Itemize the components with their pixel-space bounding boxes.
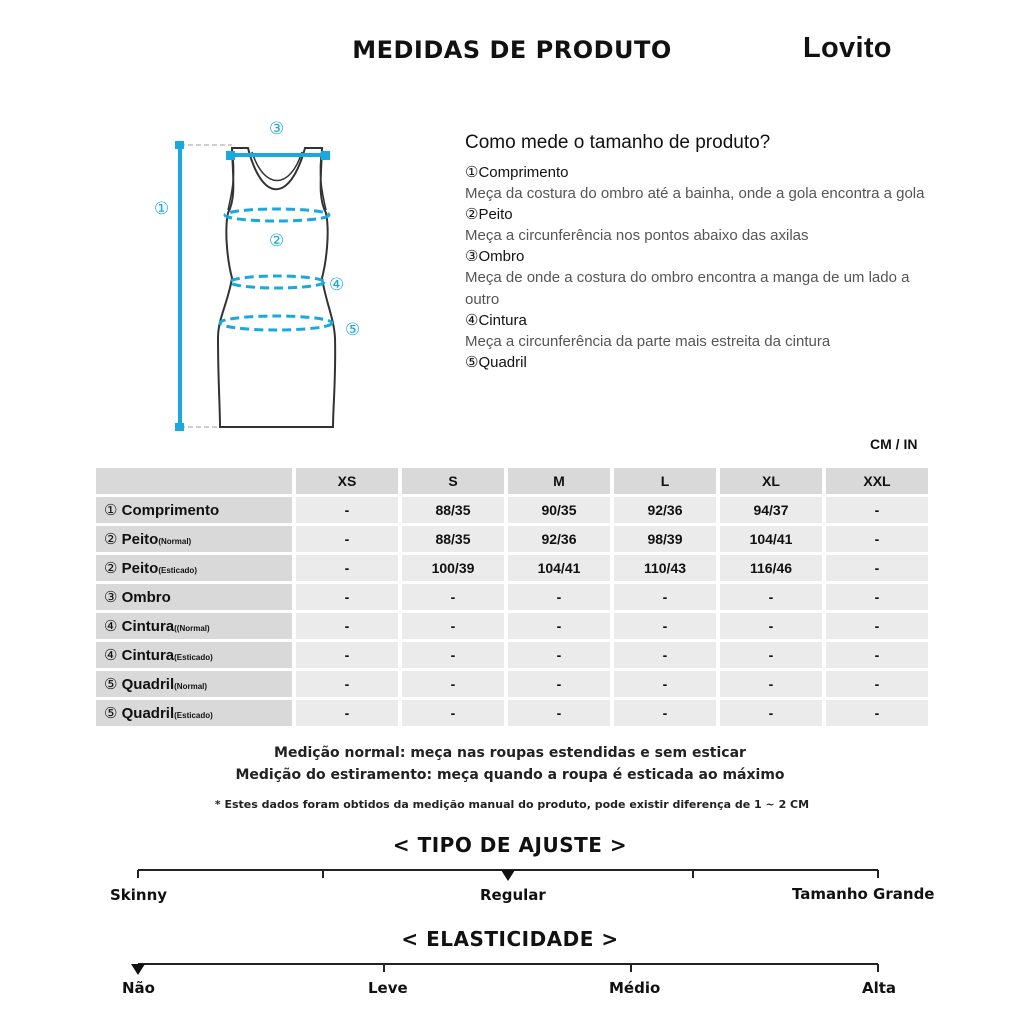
table-cell: 92/36 bbox=[508, 526, 610, 552]
table-cell: 88/35 bbox=[402, 497, 504, 523]
row-number: ② bbox=[104, 531, 118, 548]
table-cell: - bbox=[296, 642, 398, 668]
measurement-guide bbox=[465, 132, 925, 373]
table-cell: - bbox=[826, 497, 928, 523]
elasticity-scale bbox=[130, 954, 890, 984]
guide-desc-waist: Meça a circunferência da parte mais estreita da cintura bbox=[465, 333, 831, 350]
marker-length: ① bbox=[154, 199, 170, 219]
table-cell: - bbox=[826, 584, 928, 610]
table-corner bbox=[96, 468, 292, 494]
table-cell: 98/39 bbox=[614, 526, 716, 552]
row-label-qualifier: (Normal) bbox=[158, 537, 192, 546]
guide-desc-chest: Meça a circunferência nos pontos abaixo das axilas bbox=[465, 227, 809, 244]
table-cell: - bbox=[720, 584, 822, 610]
table-row bbox=[96, 555, 928, 581]
elasticity-label-nao: Não bbox=[122, 979, 155, 997]
fit-label-regular: Regular bbox=[480, 886, 546, 904]
fit-title: < TIPO DE AJUSTE > bbox=[392, 833, 628, 857]
row-label bbox=[96, 497, 292, 523]
note-stretch: Medição do estiramento: meça quando a roupa é esticada ao máximo bbox=[235, 767, 785, 783]
table-cell: - bbox=[508, 584, 610, 610]
note-normal: Medição normal: meça nas roupas estendidas e sem esticar bbox=[274, 745, 746, 761]
marker-chest: ② bbox=[269, 231, 285, 251]
table-row bbox=[96, 584, 928, 610]
table-cell: - bbox=[296, 555, 398, 581]
table-cell: 88/35 bbox=[402, 526, 504, 552]
guide-heading-waist: ④Cintura bbox=[465, 312, 527, 329]
table-row bbox=[96, 497, 928, 523]
row-label-qualifier: (Esticado) bbox=[174, 653, 213, 662]
table-cell: - bbox=[508, 700, 610, 726]
row-number: ② bbox=[104, 560, 118, 577]
table-cell: - bbox=[296, 700, 398, 726]
table-cell: - bbox=[614, 671, 716, 697]
row-label bbox=[96, 613, 292, 639]
table-row bbox=[96, 526, 928, 552]
elasticity-label-alta: Alta bbox=[862, 979, 897, 997]
elasticity-selected-marker bbox=[131, 964, 145, 975]
table-cell: - bbox=[508, 671, 610, 697]
table-cell: - bbox=[508, 642, 610, 668]
disclaimer: * Estes dados foram obtidos da medição manual do produto, pode existir diferença de 1 ~ 2 CM bbox=[214, 798, 810, 811]
table-cell: - bbox=[826, 613, 928, 639]
table-row bbox=[96, 671, 928, 697]
table-cell: 92/36 bbox=[614, 497, 716, 523]
table-cell: 116/46 bbox=[720, 555, 822, 581]
table-row bbox=[96, 642, 928, 668]
fit-label-skinny: Skinny bbox=[110, 886, 168, 904]
row-label-text: Quadril bbox=[121, 676, 175, 693]
guide-heading-hip: ⑤Quadril bbox=[465, 354, 527, 371]
table-cell: - bbox=[720, 642, 822, 668]
row-number: ⑤ bbox=[104, 676, 118, 693]
row-label bbox=[96, 526, 292, 552]
guide-desc-length: Meça da costura do ombro até a bainha, onde a gola encontra a gola bbox=[465, 185, 925, 202]
table-cell: - bbox=[720, 700, 822, 726]
size-header-l: L bbox=[614, 468, 716, 494]
table-cell: - bbox=[826, 671, 928, 697]
row-label-text: Cintura bbox=[121, 618, 175, 635]
size-header-s: S bbox=[402, 468, 504, 494]
brand-logo: Lovito bbox=[803, 32, 892, 64]
table-cell: - bbox=[826, 526, 928, 552]
elasticity-title: < ELASTICIDADE > bbox=[401, 927, 619, 951]
size-header-xl: XL bbox=[720, 468, 822, 494]
table-cell: 104/41 bbox=[720, 526, 822, 552]
table-cell: - bbox=[614, 700, 716, 726]
row-label bbox=[96, 555, 292, 581]
table-cell: - bbox=[826, 642, 928, 668]
table-row bbox=[96, 613, 928, 639]
row-label bbox=[96, 642, 292, 668]
table-cell: - bbox=[402, 671, 504, 697]
table-cell: 94/37 bbox=[720, 497, 822, 523]
guide-heading-shoulder: ③Ombro bbox=[465, 248, 525, 265]
guide-heading-chest: ②Peito bbox=[465, 206, 513, 223]
marker-hip: ⑤ bbox=[345, 320, 361, 340]
row-label-text: Cintura bbox=[121, 647, 175, 664]
elasticity-label-leve: Leve bbox=[368, 979, 408, 997]
row-label-qualifier: (Esticado) bbox=[174, 711, 213, 720]
table-header-row bbox=[96, 468, 928, 494]
row-label-qualifier: (Esticado) bbox=[158, 566, 197, 575]
row-label-text: Peito bbox=[121, 531, 159, 548]
row-number: ③ bbox=[104, 589, 118, 606]
elasticity-label-medio: Médio bbox=[609, 979, 661, 997]
table-cell: - bbox=[720, 613, 822, 639]
table-cell: - bbox=[402, 613, 504, 639]
row-number: ④ bbox=[104, 647, 118, 664]
table-cell: - bbox=[296, 671, 398, 697]
table-cell: - bbox=[402, 584, 504, 610]
page-title: MEDIDAS DE PRODUTO bbox=[352, 36, 672, 64]
row-label-text: Quadril bbox=[121, 705, 175, 722]
row-label-qualifier: (Normal) bbox=[174, 682, 208, 691]
row-label-text: Ombro bbox=[121, 589, 171, 606]
size-header-xxl: XXL bbox=[826, 468, 928, 494]
table-cell: - bbox=[614, 642, 716, 668]
table-row bbox=[96, 700, 928, 726]
size-table bbox=[92, 465, 932, 729]
table-cell: - bbox=[296, 613, 398, 639]
row-number: ① bbox=[104, 502, 118, 519]
table-cell: 110/43 bbox=[614, 555, 716, 581]
table-cell: 90/35 bbox=[508, 497, 610, 523]
table-cell: - bbox=[720, 671, 822, 697]
guide-heading-length: ①Comprimento bbox=[465, 164, 569, 181]
table-cell: 104/41 bbox=[508, 555, 610, 581]
table-cell: 100/39 bbox=[402, 555, 504, 581]
table-cell: - bbox=[508, 613, 610, 639]
marker-shoulder: ③ bbox=[269, 119, 285, 139]
guide-desc-shoulder: Meça de onde a costura do ombro encontra a manga de um lado a outro bbox=[465, 269, 910, 308]
marker-waist: ④ bbox=[329, 275, 345, 295]
row-label bbox=[96, 671, 292, 697]
table-cell: - bbox=[296, 584, 398, 610]
row-number: ④ bbox=[104, 618, 118, 635]
table-cell: - bbox=[296, 497, 398, 523]
guide-question: Como mede o tamanho de produto? bbox=[465, 132, 771, 153]
table-cell: - bbox=[826, 700, 928, 726]
row-label-text: Comprimento bbox=[121, 502, 220, 519]
table-cell: - bbox=[614, 613, 716, 639]
table-cell: - bbox=[402, 700, 504, 726]
row-number: ⑤ bbox=[104, 705, 118, 722]
unit-label: CM / IN bbox=[870, 436, 918, 452]
size-header-xs: XS bbox=[296, 468, 398, 494]
table-cell: - bbox=[402, 642, 504, 668]
fit-selected-marker bbox=[501, 870, 515, 881]
row-label-text: Peito bbox=[121, 560, 159, 577]
dress-measurement-figure bbox=[140, 118, 370, 438]
row-label bbox=[96, 700, 292, 726]
row-label bbox=[96, 584, 292, 610]
row-label-qualifier: ((Normal) bbox=[174, 624, 210, 633]
fit-label-plus: Tamanho Grande bbox=[792, 885, 935, 903]
size-header-m: M bbox=[508, 468, 610, 494]
table-cell: - bbox=[826, 555, 928, 581]
table-cell: - bbox=[296, 526, 398, 552]
table-cell: - bbox=[614, 584, 716, 610]
